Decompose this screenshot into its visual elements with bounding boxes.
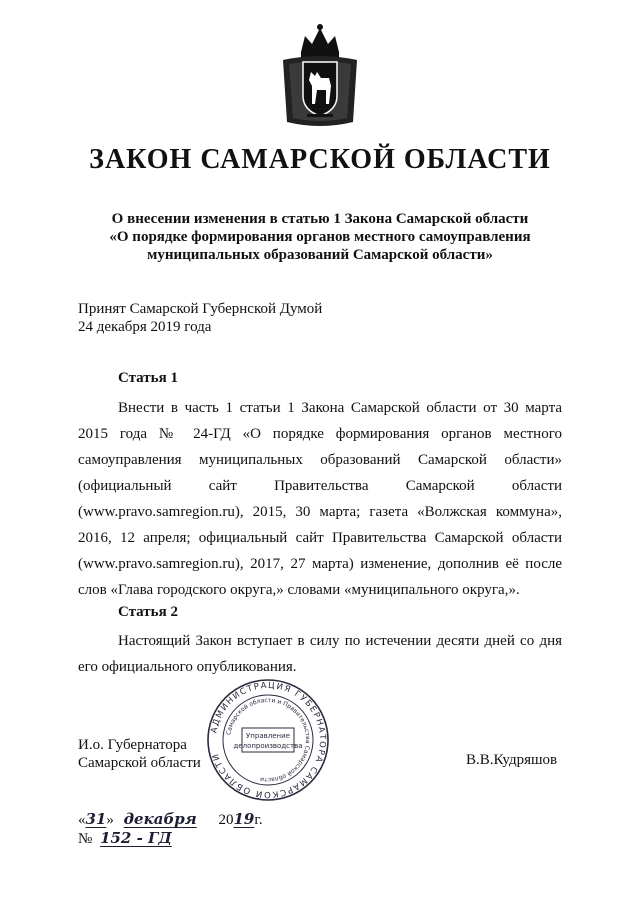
signatory-name: В.В.Кудряшов [466, 752, 558, 768]
svg-text:АДМИНИСТРАЦИЯ ГУБЕРНАТОРА САМА: АДМИНИСТРАЦИЯ ГУБЕРНАТОРА САМАРСКОЙ ОБЛАСТИ [209, 680, 328, 800]
date-year-end: г. [254, 812, 263, 828]
number-prefix: № [78, 831, 93, 847]
date-day: 31 [85, 810, 107, 828]
samara-coat-of-arms-icon [279, 22, 361, 130]
position-line: Самарской области [78, 755, 201, 771]
svg-text:делопроизводства: делопроизводства [233, 742, 303, 750]
signing-date [78, 810, 263, 829]
document-title: ЗАКОН САМАРСКОЙ ОБЛАСТИ [89, 144, 551, 175]
subtitle-line: «О порядке формирования органов местного самоуправления [109, 229, 531, 245]
adoption-body: Принят Самарской Губернской Думой [78, 301, 323, 317]
date-year-prefix: 20 [218, 812, 234, 828]
article-1-heading: Статья 1 [118, 370, 178, 386]
date-year-suffix: 19 [233, 810, 255, 828]
law-number [78, 829, 263, 848]
document-subtitle [60, 210, 580, 264]
article-2-text: Настоящий Закон вступает в силу по истечении десяти дней со дня его официального опубликования. [78, 633, 562, 675]
subtitle-line: О внесении изменения в статью 1 Закона Самарской области [111, 211, 529, 227]
official-stamp-icon [206, 678, 330, 802]
number-value: 152 - ГД [100, 829, 172, 847]
signing-date-number [78, 810, 263, 848]
svg-text:Самарской области и Правительс: Самарской области и Правительства Самарской области [225, 696, 312, 784]
article-2-heading: Статья 2 [118, 604, 178, 620]
position-line: И.о. Губернатора [78, 737, 187, 753]
date-open-quote: « [78, 812, 86, 828]
date-close-quote: » [106, 812, 114, 828]
svg-text:Управление: Управление [246, 732, 290, 740]
subtitle-line: муниципальных образований Самарской области» [147, 247, 493, 263]
signatory-position [78, 736, 201, 772]
date-month: декабря [123, 810, 197, 828]
article-1-text: Внести в часть 1 статьи 1 Закона Самарской области от 30 марта 2015 года № 24-ГД «О порядке формирования органов местного самоуправления муниципальных образований Самарской области» (официальный сайт Правительства Самарской области (www.pravo.samregion.ru), 2015, 30 марта; газета «Волжская коммуна», 2016, 12 апреля; официальный сайт Правительства Самарской области (www.pravo.samregion.ru), 2017, 27 марта) изменение, дополнив её после слов «Глава городского округа,» словами «муниципального округа,». [78, 400, 562, 598]
adoption-info [78, 300, 322, 336]
adoption-date: 24 декабря 2019 года [78, 319, 212, 335]
